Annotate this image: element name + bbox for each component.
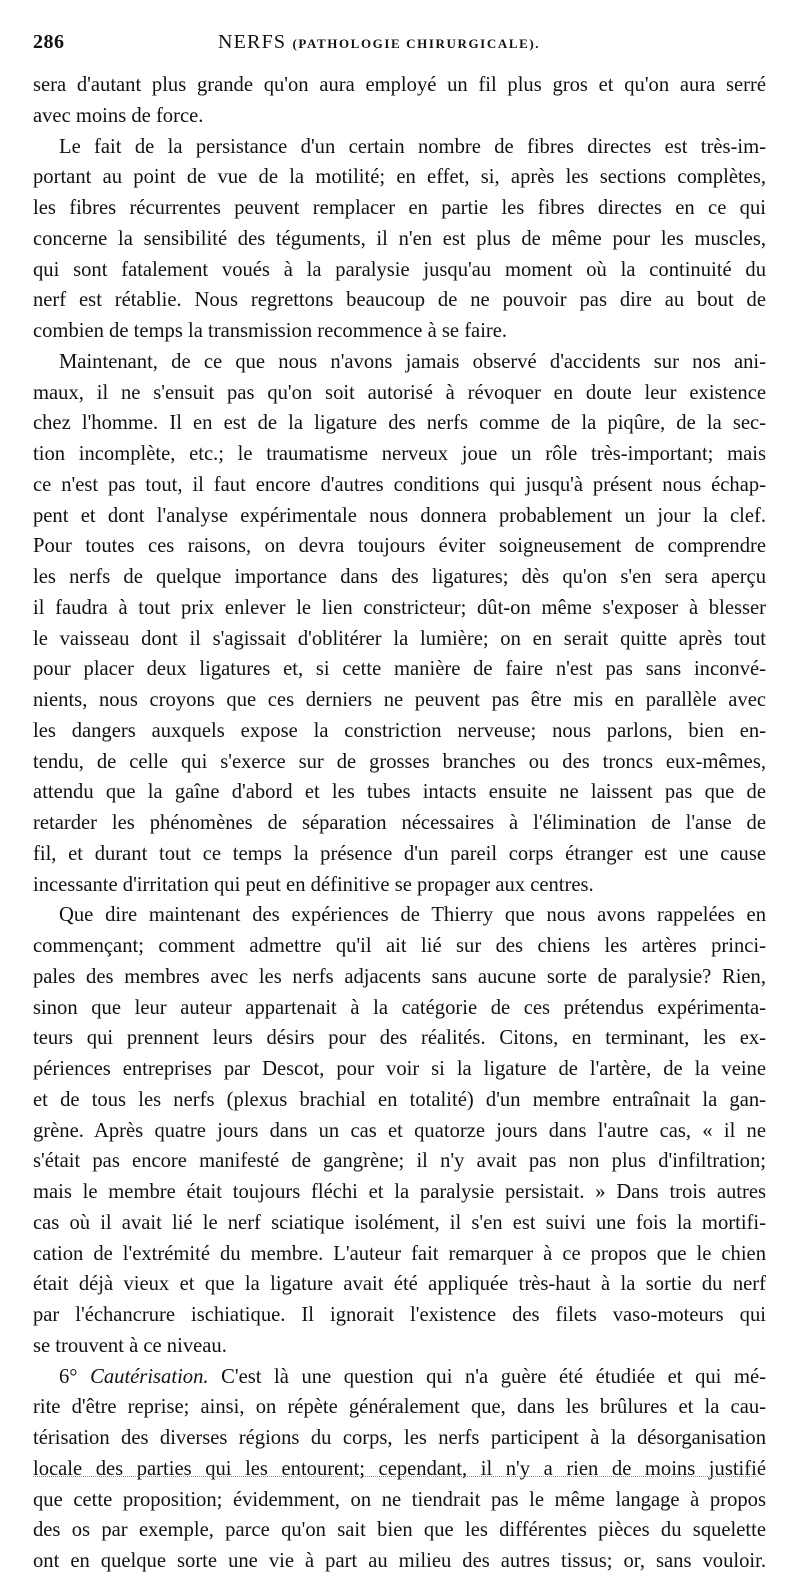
section-title: Cautérisation. bbox=[90, 1365, 209, 1388]
text-line: cas où il avait lié le nerf sciatique isolément, il s'en est suivi une fois la mortifi- bbox=[33, 1211, 766, 1234]
text-line: les fibres récurrentes peuvent remplacer en partie les fibres directes en ce qui bbox=[33, 197, 766, 219]
page-number: 286 bbox=[33, 31, 65, 53]
text-line: incessante d'irritation qui peut en définitive se propager aux centres. bbox=[33, 873, 594, 896]
text-line: locale des parties qui les entourent; cependant, il n'y a rien de moins justifié bbox=[33, 1457, 766, 1480]
text-line: s'était pas encore manifesté de gangrène; il n'y avait pas non plus d'infiltration; bbox=[33, 1150, 766, 1173]
text-line: portant au point de vue de la motilité; en effet, si, après les sections complètes, bbox=[33, 166, 766, 189]
text-line: les dangers auxquels expose la constriction nerveuse; nous parlons, bien en- bbox=[33, 719, 766, 742]
text-line: que cette proposition; évidemment, on ne tiendrait pas le même langage à propos bbox=[33, 1488, 766, 1511]
text-line: était déjà vieux et que la ligature avait été appliquée très-haut à la sortie du nerf bbox=[33, 1273, 766, 1296]
text-line: tendu, de celle qui s'exerce sur de grosses branches ou des troncs eux-mêmes, bbox=[33, 750, 766, 773]
text-line: teurs qui prennent leurs désirs pour des réalités. Citons, en terminant, les ex- bbox=[33, 1027, 766, 1050]
text-line: se trouvent à ce niveau. bbox=[33, 1334, 227, 1357]
running-title bbox=[218, 31, 540, 54]
text-line: Pour toutes ces raisons, on devra toujours éviter soigneusement de comprendre bbox=[33, 535, 766, 558]
section-heading-line bbox=[33, 1362, 766, 1393]
text-line: périences entreprises par Descot, pour voir si la ligature de l'artère, de la veine bbox=[33, 1058, 766, 1080]
text-line: Maintenant, de ce que nous n'avons jamais observé d'accidents sur nos ani- bbox=[59, 350, 766, 373]
text-line: pour placer deux ligatures et, si cette manière de faire n'est pas sans inconvé- bbox=[33, 658, 766, 681]
section-number: 6° bbox=[59, 1365, 91, 1388]
text-line: attendu que la gaîne d'abord et les tubes intacts ensuite ne laissent pas que de bbox=[33, 781, 766, 804]
text-line: grène. Après quatre jours dans un cas et quatorze jours dans l'autre cas, « il ne bbox=[33, 1119, 766, 1142]
text-line: avec moins de force. bbox=[33, 104, 204, 127]
text-line: pales des membres avec les nerfs adjacents sans aucune sorte de paralysie? Rien, bbox=[33, 965, 766, 988]
text-line: ont en quelque sorte une vie à part au milieu des autres tissus; or, sans vouloir. bbox=[33, 1550, 766, 1572]
text-line: nients, nous croyons que ces derniers ne peuvent pas être mis en parallèle avec bbox=[33, 689, 766, 711]
text-line: concerne la sensibilité des téguments, il n'en est plus de même pour les muscles, bbox=[33, 227, 766, 250]
text-line: par l'échancrure ischiatique. Il ignorait l'existence des filets vaso-moteurs qui bbox=[33, 1304, 766, 1326]
running-title-sub: (PATHOLOGIE CHIRURGICALE). bbox=[292, 36, 541, 51]
text-line: et de tous les nerfs (plexus brachial en totalité) d'un membre entraînait la gan- bbox=[33, 1088, 766, 1111]
text-line: cation de l'extrémité du membre. L'auteur fait remarquer à ce propos que le chien bbox=[33, 1242, 766, 1265]
text-line: fil, et durant tout ce temps la présence d'un pareil corps étranger est une cause bbox=[33, 842, 766, 865]
text-line: sera d'autant plus grande qu'on aura employé un fil plus gros et qu'on aura serré bbox=[33, 74, 766, 96]
text-line: chez l'homme. Il en est de la ligature des nerfs comme de la piqûre, de la sec- bbox=[33, 412, 766, 435]
text-line: Le fait de la persistance d'un certain nombre de fibres directes est très-im- bbox=[59, 135, 766, 158]
text-line: sinon que leur auteur appartenait à la catégorie de ces prétendus expérimenta- bbox=[33, 996, 766, 1019]
footer-divider bbox=[33, 1476, 758, 1477]
text-line: des os par exemple, parce qu'on sait bien que les différentes pièces du squelette bbox=[33, 1519, 766, 1542]
body-text bbox=[33, 70, 766, 1577]
section-text: C'est là une question qui n'a guère été étudiée et qui mé- bbox=[208, 1365, 766, 1388]
text-line: térisation des diverses régions du corps, les nerfs participent à la désorganisation bbox=[33, 1427, 766, 1449]
text-line: mais le membre était toujours fléchi et la paralysie persistait. » Dans trois autres bbox=[33, 1181, 766, 1203]
text-line: nerf est rétablie. Nous regrettons beaucoup de ne pouvoir pas dire au bout de bbox=[33, 289, 766, 312]
text-line: Que dire maintenant des expériences de Thierry que nous avons rappelées en bbox=[59, 904, 766, 927]
text-line: combien de temps la transmission recommence à se faire. bbox=[33, 320, 508, 342]
text-line: qui sont fatalement voués à la paralysie jusqu'au moment où la continuité du bbox=[33, 258, 766, 281]
text-line: maux, il ne s'ensuit pas qu'on soit autorisé à révoquer en doute leur existence bbox=[33, 381, 766, 404]
text-line: commençant; comment admettre qu'il ait lié sur des chiens les artères princi- bbox=[33, 935, 766, 957]
running-title-main: NERFS bbox=[218, 31, 287, 53]
text-line: il faudra à tout prix enlever le lien constricteur; dût-on même s'exposer à blesser bbox=[33, 596, 766, 619]
text-line: retarder les phénomènes de séparation nécessaires à l'élimination de l'anse de bbox=[33, 812, 766, 834]
text-line: pent et dont l'analyse expérimentale nous donnera probablement un jour la clef. bbox=[33, 504, 766, 527]
text-line: ce n'est pas tout, il faut encore d'autres conditions qui jusqu'à présent nous échap- bbox=[33, 473, 766, 496]
page-header bbox=[33, 31, 773, 57]
text-line: le vaisseau dont il s'agissait d'oblitérer la lumière; on en serait quitte après tout bbox=[33, 627, 766, 650]
text-line: rite d'être reprise; ainsi, on répète généralement que, dans les brûlures et la cau- bbox=[33, 1396, 766, 1419]
text-line: les nerfs de quelque importance dans des ligatures; dès qu'on s'en sera aperçu bbox=[33, 566, 766, 588]
text-line: tion incomplète, etc.; le traumatisme nerveux joue un rôle très-important; mais bbox=[33, 443, 766, 465]
